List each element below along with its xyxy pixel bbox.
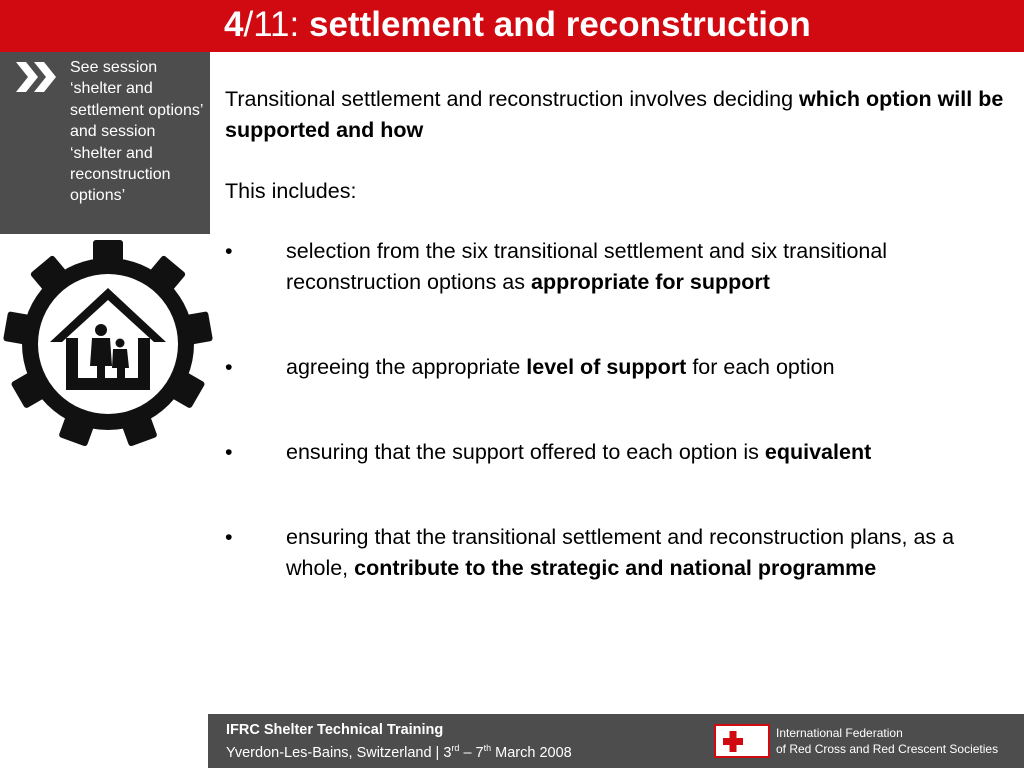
red-cross-red-crescent-logo — [714, 724, 770, 758]
date-month-text: March 2008 — [491, 745, 572, 761]
footer-bar — [208, 714, 1024, 768]
training-location-date — [226, 743, 572, 761]
date-suffix-start: rd — [451, 743, 460, 753]
list-item — [225, 236, 1010, 298]
list-item — [225, 522, 1010, 584]
title-bar — [0, 0, 1024, 52]
bullet-emphasis: appropriate for support — [531, 270, 770, 294]
bullet-text: ensuring that the support offered to each option is — [286, 440, 765, 464]
slide-total: /11: — [243, 5, 309, 44]
main-content — [225, 84, 1010, 584]
intro-paragraph — [225, 84, 1010, 146]
location-text: Yverdon-Les-Bains, Switzerland | 3 — [226, 745, 452, 761]
intro-text: Transitional settlement and reconstruction involves deciding — [225, 87, 800, 111]
bullet-marker: • — [225, 440, 233, 464]
intro-emphasis: which option will be supported and how — [225, 87, 1004, 142]
organization-name — [776, 725, 998, 757]
bullet-emphasis: level of support — [526, 355, 687, 379]
slide-title — [224, 2, 811, 48]
bullet-text: selection from the six transitional settlement and six transitional reconstruction options as — [286, 239, 888, 294]
bullet-marker: • — [225, 525, 233, 549]
gear-house-family-icon — [2, 238, 214, 450]
cross-reference-panel — [0, 52, 210, 234]
list-item — [225, 352, 1010, 383]
date-range-text: – 7 — [459, 745, 484, 761]
bullet-text-after: for each option — [686, 355, 835, 379]
organization-line-2: of Red Cross and Red Crescent Societies — [776, 742, 999, 756]
date-suffix-end: th — [483, 743, 492, 753]
bullet-text: agreeing the appropriate — [286, 355, 527, 379]
bullet-emphasis: equivalent — [764, 440, 872, 464]
bullet-marker: • — [225, 355, 233, 379]
slide-number: 4 — [224, 5, 244, 44]
bullet-marker: • — [225, 239, 233, 263]
bullet-text: ensuring that the transitional settlement and reconstruction plans, as a whole, — [286, 525, 955, 580]
training-title: IFRC Shelter Technical Training — [226, 722, 444, 738]
slide-title-text: settlement and reconstruction — [308, 5, 811, 44]
bullet-emphasis: contribute to the strategic and national programme — [354, 556, 877, 580]
includes-label: This includes: — [225, 179, 357, 203]
double-chevron-right-icon — [14, 60, 60, 94]
organization-line-1: International Federation — [776, 726, 903, 740]
bullet-list — [225, 236, 1010, 584]
cross-reference-note: See session ‘shelter and settlement options’ and session ‘shelter and reconstruction options’ — [70, 59, 203, 205]
list-item — [225, 437, 1010, 468]
